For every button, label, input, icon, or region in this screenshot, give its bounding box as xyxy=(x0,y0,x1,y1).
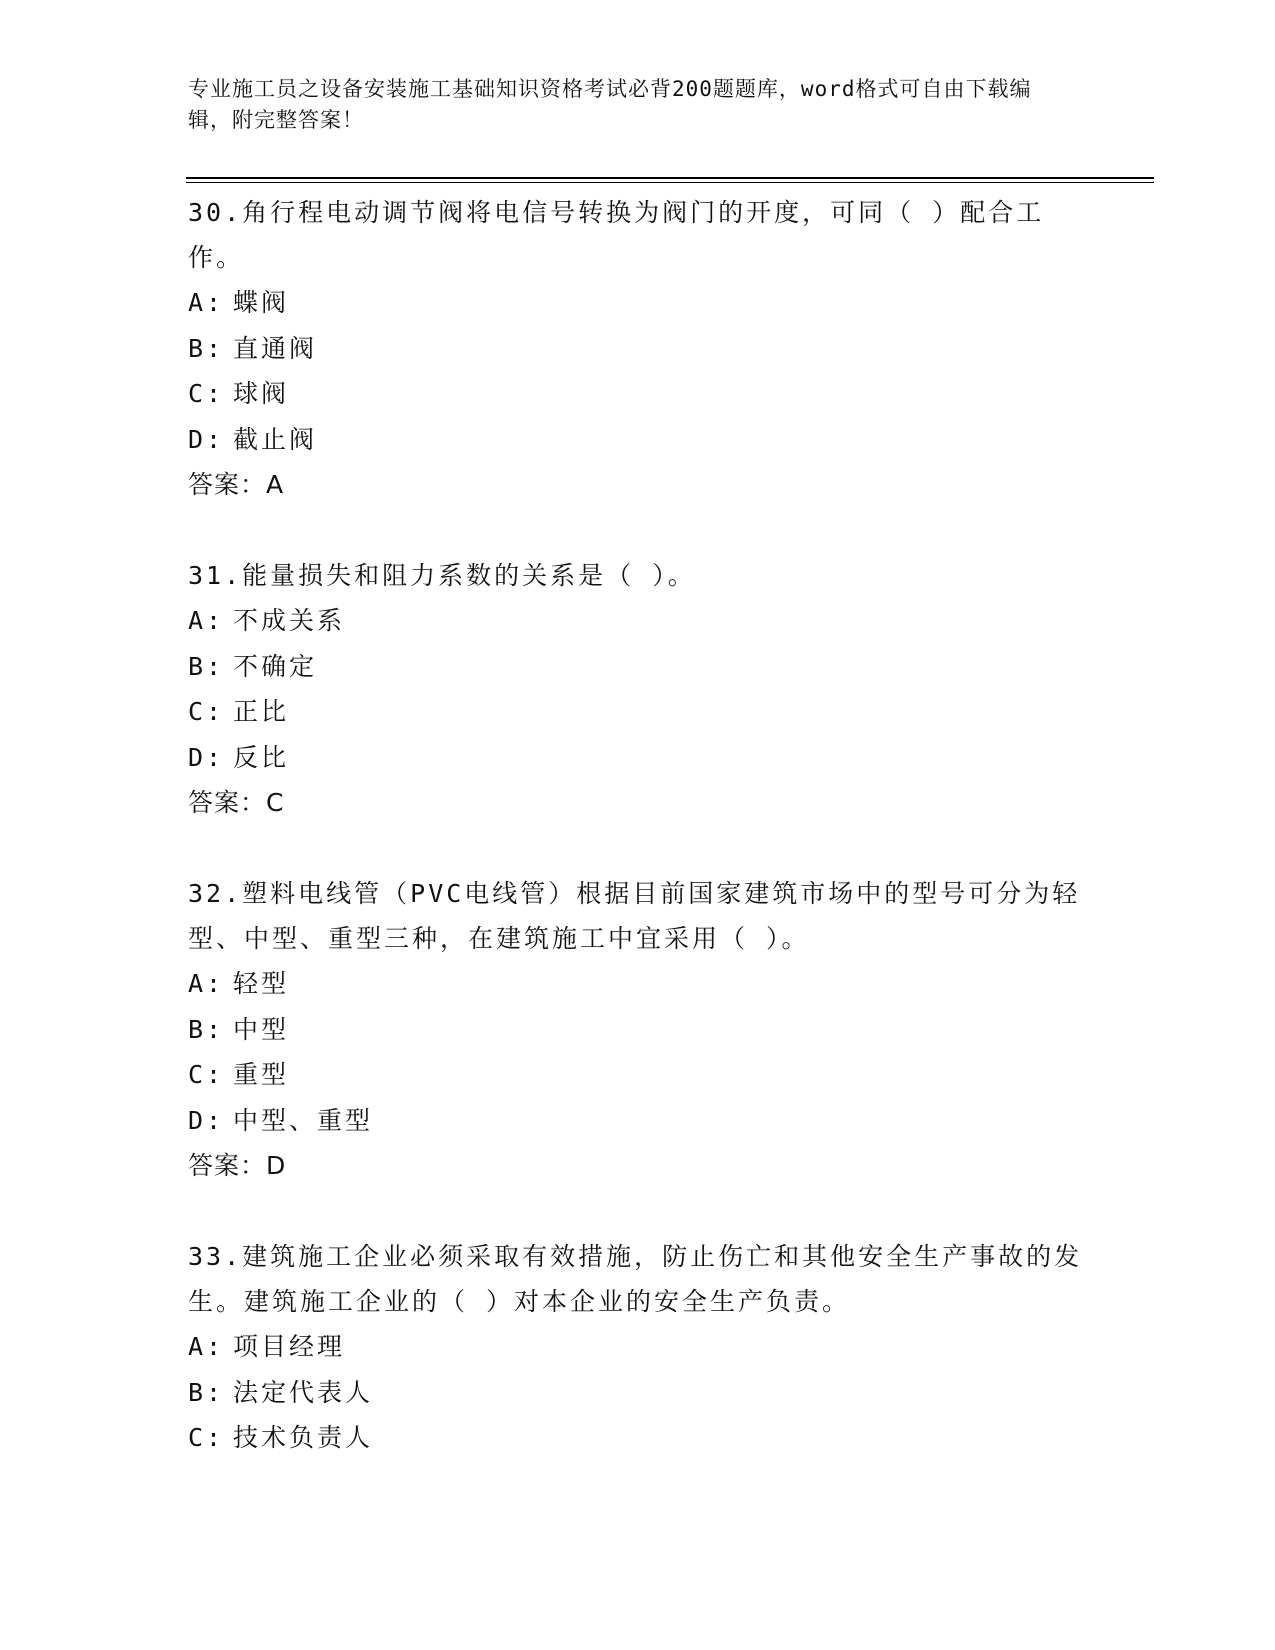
option-key: D: xyxy=(188,424,225,454)
question-stem: 32.塑料电线管（PVC电线管）根据目前国家建筑市场中的型号可分为轻型、中型、重型三种，在建筑施工中宜采用（ ）。 xyxy=(188,879,1081,953)
option-text: 正比 xyxy=(233,697,290,726)
option-key: A: xyxy=(188,969,225,998)
question-33 xyxy=(188,1234,1088,1461)
option-d xyxy=(188,417,1088,463)
option-c xyxy=(188,1415,1088,1461)
question-list xyxy=(188,190,1088,1507)
option-key: D: xyxy=(188,1105,225,1135)
option-text: 法定代表人 xyxy=(233,1377,374,1407)
option-text: 项目经理 xyxy=(233,1332,346,1361)
option-d xyxy=(188,735,1088,781)
option-key: B: xyxy=(188,651,225,681)
option-text: 球阀 xyxy=(233,379,290,408)
question-stem: 31.能量损失和阻力系数的关系是（ ）。 xyxy=(188,561,696,590)
option-c xyxy=(188,689,1088,735)
question-32 xyxy=(188,871,1088,1188)
option-text: 轻型 xyxy=(233,969,290,998)
option-text: 中型、重型 xyxy=(233,1105,374,1135)
option-text: 反比 xyxy=(233,742,290,772)
question-31 xyxy=(188,553,1088,825)
header-divider-thin xyxy=(186,182,1154,183)
option-b xyxy=(188,1370,1088,1416)
option-key: B: xyxy=(188,1377,225,1407)
answer-line: 答案：C xyxy=(188,788,285,817)
option-text: 蝶阀 xyxy=(233,288,290,317)
option-key: A: xyxy=(188,1332,225,1361)
option-b xyxy=(188,1007,1088,1053)
option-key: C: xyxy=(188,379,225,408)
option-text: 中型 xyxy=(233,1014,290,1044)
option-key: A: xyxy=(188,606,225,635)
option-text: 技术负责人 xyxy=(233,1423,374,1452)
option-key: D: xyxy=(188,742,225,772)
option-text: 截止阀 xyxy=(233,424,318,454)
option-text: 不确定 xyxy=(233,651,318,681)
option-text: 不成关系 xyxy=(233,606,346,635)
option-a xyxy=(188,1324,1088,1370)
option-b xyxy=(188,326,1088,372)
option-key: C: xyxy=(188,1060,225,1089)
option-text: 重型 xyxy=(233,1060,290,1089)
option-key: B: xyxy=(188,333,225,363)
option-c xyxy=(188,371,1088,417)
option-a xyxy=(188,280,1088,326)
option-text: 直通阀 xyxy=(233,333,318,363)
question-30 xyxy=(188,190,1088,507)
option-d xyxy=(188,1098,1088,1144)
option-b xyxy=(188,644,1088,690)
question-stem: 33.建筑施工企业必须采取有效措施，防止伤亡和其他安全生产事故的发生。建筑施工企业的（ ）对本企业的安全生产负责。 xyxy=(188,1242,1083,1316)
document-header: 专业施工员之设备安装施工基础知识资格考试必背200题题库，word格式可自由下载编辑，附完整答案！ xyxy=(188,77,1032,132)
question-stem: 30.角行程电动调节阀将电信号转换为阀门的开度，可同（ ）配合工作。 xyxy=(188,198,1045,272)
answer-line: 答案：A xyxy=(188,470,285,499)
option-key: A: xyxy=(188,288,225,317)
option-key: B: xyxy=(188,1014,225,1044)
answer-line: 答案：D xyxy=(188,1151,287,1180)
option-key: C: xyxy=(188,697,225,726)
header-divider-thick xyxy=(186,177,1154,179)
option-c xyxy=(188,1052,1088,1098)
option-a xyxy=(188,961,1088,1007)
option-a xyxy=(188,598,1088,644)
option-key: C: xyxy=(188,1423,225,1452)
